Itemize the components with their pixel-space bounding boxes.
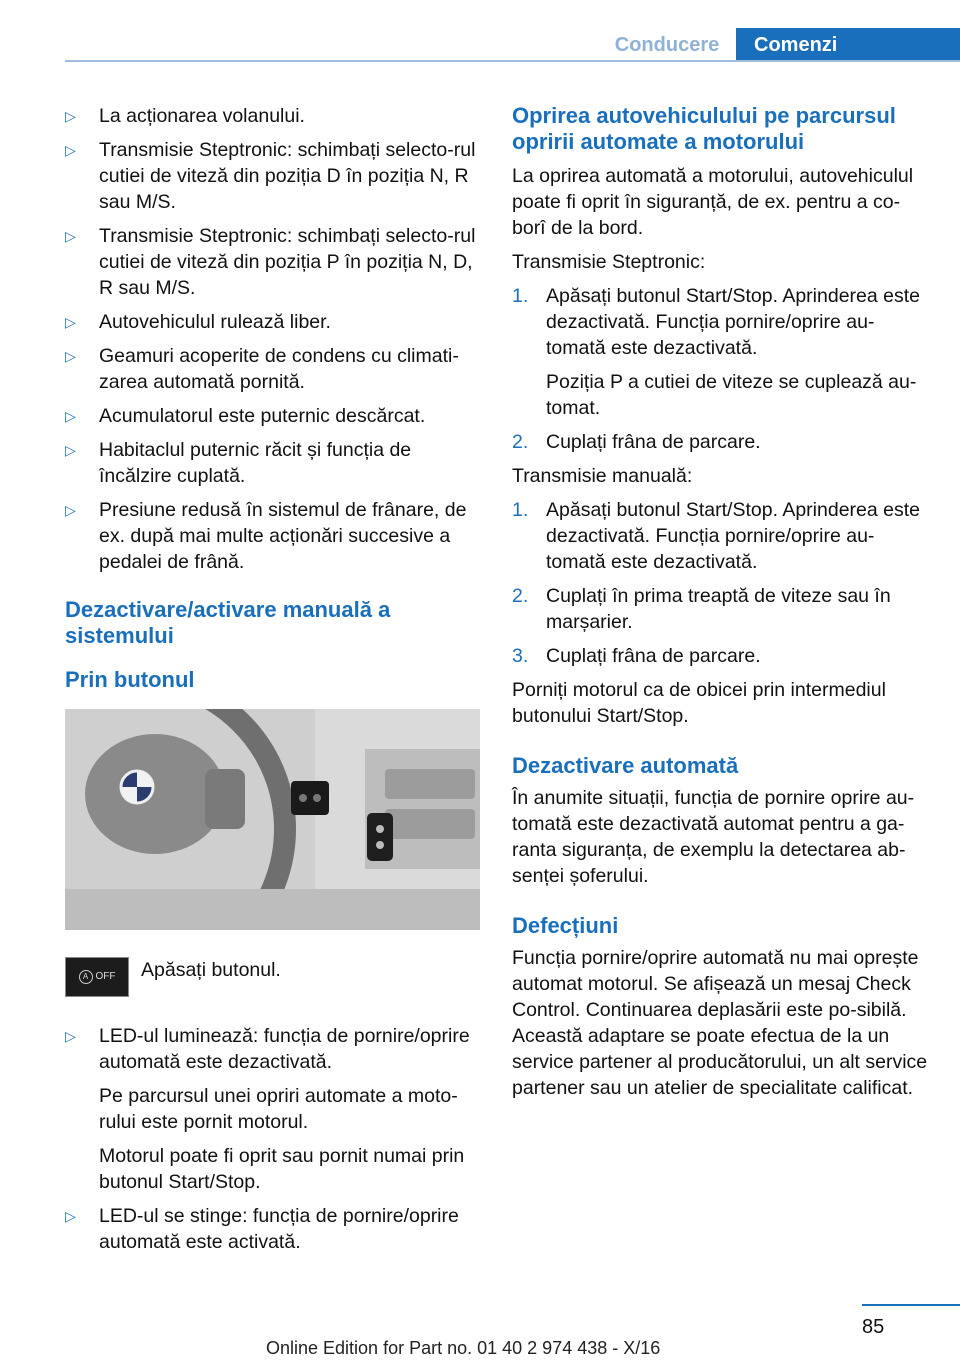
list-item — [65, 1203, 480, 1255]
step-text: Cuplați în prima treaptă de viteze sau în marșarier. — [546, 585, 891, 633]
paragraph-malfunctions: Funcția pornire/oprire automată nu mai oprește automat motorul. Se afișează un mesaj Check Control. Continuarea deplasării este po‐sibilă. Această adaptare se poate efectua de la un service partener al producătorului, un alt service partener sau un atelier de specialitate calificat. — [512, 947, 928, 1099]
list-item-text: Transmisie Steptronic: schimbați selecto‐rul cutiei de viteză din poziția D în poziția N, R sau M/S. — [99, 139, 476, 213]
step-text: Cuplați frâna de parcare. — [546, 645, 761, 667]
bullet-marker-icon: ▷ — [65, 314, 76, 330]
list-item-text: LED-ul luminează: funcția de pornire/oprire automată este dezactivată. — [99, 1025, 470, 1073]
bullet-marker-icon: ▷ — [65, 502, 76, 518]
bullet-marker-icon: ▷ — [65, 442, 76, 458]
header-rule — [65, 60, 960, 62]
list-item — [65, 103, 480, 129]
header-tab-conducere[interactable]: Conducere — [614, 34, 720, 56]
step-text: Apăsați butonul Start/Stop. Aprinderea este dezactivată. Funcția pornire/oprire au‐tomată este dezactivată. — [546, 499, 920, 573]
list-item — [65, 497, 480, 575]
list-item — [65, 343, 480, 395]
step-text: Apăsați butonul Start/Stop. Aprinderea este dezactivată. Funcția pornire/oprire au‐tomată este dezactivată. — [546, 285, 920, 359]
bullet-marker-icon: ▷ — [65, 228, 76, 244]
list-item-text: Acumulatorul este puternic descărcat. — [99, 405, 426, 427]
right-column — [512, 103, 930, 1109]
steering-wheel-photo — [65, 709, 480, 930]
bullet-marker-icon: ▷ — [65, 348, 76, 364]
heading-malfunctions: Defecțiuni — [512, 913, 619, 938]
step-item — [512, 643, 930, 669]
list-item — [65, 137, 480, 215]
label-manual: Transmisie manuală: — [512, 465, 693, 487]
off-label: OFF — [95, 971, 116, 982]
list-item-text: Habitaclul puternic răcit și funcția de încălzire cuplată. — [99, 439, 412, 487]
page-number: 85 — [862, 1316, 885, 1338]
condition-list — [65, 103, 480, 575]
step-number: 2. — [512, 431, 529, 453]
list-item-text: Geamuri acoperite de condens cu climati‐zarea automată pornită. — [99, 345, 459, 393]
list-item-text: Autovehiculul rulează liber. — [99, 311, 331, 333]
heading-auto-deactivation: Dezactivare automată — [512, 753, 739, 778]
auto-start-stop-button-icon: A OFF — [65, 957, 129, 997]
heading-manual-deactivation: Dezactivare/activare manuală a sistemului — [65, 597, 391, 648]
bullet-marker-icon: ▷ — [65, 108, 76, 124]
paragraph-stopping: La oprirea automată a motorului, autovehiculul poate fi oprit în siguranță, de ex. pentru a co‐borî de la bord. — [512, 165, 914, 239]
list-item-text: Transmisie Steptronic: schimbați selecto‐rul cutiei de viteză din poziția P în poziția N, D, R sau M/S. — [99, 225, 476, 299]
bullet-marker-icon: ▷ — [65, 142, 76, 158]
step-text: Poziția P a cutiei de viteze se cuplează au‐tomat. — [546, 371, 917, 419]
paragraph-auto-deactivation: În anumite situații, funcția de pornire oprire au‐tomată este dezactivată automat pentru a ga‐ranta siguranța, de exemplu la detectarea ab‐senței șoferului. — [512, 787, 915, 887]
step-number: 1. — [512, 285, 529, 307]
left-column — [65, 103, 480, 1263]
step-text: Cuplați frâna de parcare. — [546, 431, 761, 453]
list-item — [65, 1023, 480, 1195]
press-button-row — [65, 957, 480, 997]
step-item — [512, 497, 930, 575]
page-header — [0, 0, 960, 62]
edition-footer: Online Edition for Part no. 01 40 2 974 438 - X/16 — [266, 1338, 661, 1358]
step-item — [512, 583, 930, 635]
bullet-marker-icon: ▷ — [65, 1208, 76, 1224]
list-item-text: LED-ul se stinge: funcția de pornire/oprire automată este activată. — [99, 1205, 459, 1253]
list-item-text: Pe parcursul unei opriri automate a moto‐rului este pornit motorul. — [99, 1085, 458, 1133]
steptronic-steps — [512, 283, 930, 455]
step-item — [512, 429, 930, 455]
heading-stopping-vehicle: Oprirea autovehiculului pe parcursul opririi automate a motorului — [512, 103, 896, 154]
list-item-text: Motorul poate fi oprit sau pornit numai prin butonul Start/Stop. — [99, 1145, 465, 1193]
header-tab-comenzi[interactable]: Comenzi — [736, 28, 960, 62]
list-item — [65, 437, 480, 489]
label-steptronic: Transmisie Steptronic: — [512, 251, 706, 273]
press-button-text: Apăsați butonul. — [141, 959, 281, 981]
heading-via-button: Prin butonul — [65, 667, 195, 692]
paragraph-start-engine: Porniți motorul ca de obicei prin intermediul butonului Start/Stop. — [512, 679, 886, 727]
list-item-text: La acționarea volanului. — [99, 105, 305, 127]
footer-rule — [862, 1304, 960, 1306]
step-number: 3. — [512, 645, 529, 667]
bullet-marker-icon: ▷ — [65, 1028, 76, 1044]
list-item — [65, 223, 480, 301]
list-item-text: Presiune redusă în sistemul de frânare, de ex. după mai multe acționări succesive a pedalei de frână. — [99, 499, 467, 573]
step-number: 1. — [512, 499, 529, 521]
step-item — [512, 283, 930, 421]
step-number: 2. — [512, 585, 529, 607]
led-status-list — [65, 1023, 480, 1255]
bullet-marker-icon: ▷ — [65, 408, 76, 424]
manual-steps — [512, 497, 930, 669]
list-item — [65, 403, 480, 429]
list-item — [65, 309, 480, 335]
